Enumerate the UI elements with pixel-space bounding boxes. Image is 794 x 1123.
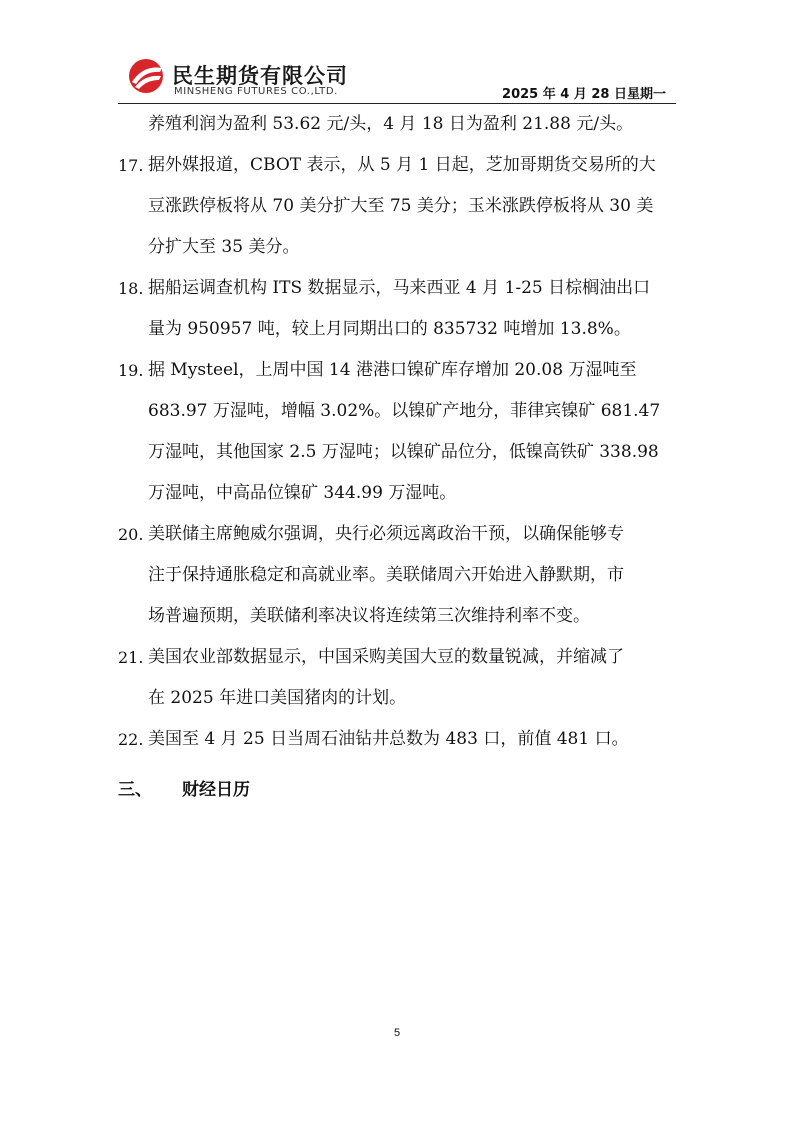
report-date: 2025 年 4 月 28 日星期一 (502, 87, 666, 102)
news-content (118, 104, 678, 760)
page-header (118, 50, 676, 104)
news-item-20 (118, 514, 678, 637)
item-number: 22. (118, 730, 144, 749)
section-heading (118, 775, 250, 800)
page-number: 5 (393, 1027, 401, 1039)
item-line: 万湿吨，其他国家 2.5 万湿吨；以镍矿品位分，低镍高铁矿 338.98 (148, 442, 659, 462)
logo-chinese-name: 民生期货有限公司 (172, 64, 348, 88)
item-line: 万湿吨，中高品位镍矿 344.99 万湿吨。 (148, 483, 457, 503)
news-item-18 (118, 268, 678, 350)
item-number: 18. (118, 279, 144, 298)
item-line: 据 Mysteel，上周中国 14 港港口镍矿库存增加 20.08 万湿吨至 (148, 360, 637, 380)
continuation-line: 养殖利润为盈利 53.62 元/头，4 月 18 日为盈利 21.88 元/头。 (148, 114, 634, 134)
item-number: 21. (118, 648, 144, 667)
item-number: 17. (118, 156, 144, 175)
item-line: 在 2025 年进口美国猪肉的计划。 (148, 688, 407, 708)
item-line: 美国至 4 月 25 日当周石油钻井总数为 483 口，前值 481 口。 (148, 729, 629, 749)
item-number: 20. (118, 525, 144, 544)
item-number: 19. (118, 361, 144, 380)
news-item-17 (118, 145, 678, 268)
company-logo (126, 56, 406, 100)
logo-english-name: MINSHENG FUTURES CO.,LTD. (174, 86, 338, 97)
item-line: 据船运调查机构 ITS 数据显示，马来西亚 4 月 1-25 日棕榈油出口 (148, 278, 651, 298)
section-title: 财经日历 (182, 780, 250, 800)
news-item-22 (118, 719, 678, 760)
minsheng-logo-icon (126, 56, 166, 96)
item-line: 683.97 万湿吨，增幅 3.02%。以镍矿产地分，菲律宾镍矿 681.47 (148, 401, 661, 421)
item-line: 美联储主席鲍威尔强调，央行必须远离政治干预，以确保能够专 (148, 524, 624, 544)
news-item-21 (118, 637, 678, 719)
item-line: 分扩大至 35 美分。 (148, 237, 300, 257)
news-item-19 (118, 350, 678, 514)
item-line: 据外媒报道，CBOT 表示，从 5 月 1 日起，芝加哥期货交易所的大 (148, 155, 656, 175)
section-number: 三、 (118, 780, 152, 800)
item-line: 注于保持通胀稳定和高就业率。美联储周六开始进入静默期，市 (148, 565, 624, 585)
item-line: 豆涨跌停板将从 70 美分扩大至 75 美分；玉米涨跌停板将从 30 美 (148, 196, 654, 216)
item-line: 量为 950957 吨，较上月同期出口的 835732 吨增加 13.8%。 (148, 319, 631, 339)
item-line: 美国农业部数据显示，中国采购美国大豆的数量锐减，并缩减了 (148, 647, 624, 667)
item-line: 场普遍预期，美联储利率决议将连续第三次维持利率不变。 (148, 606, 590, 626)
